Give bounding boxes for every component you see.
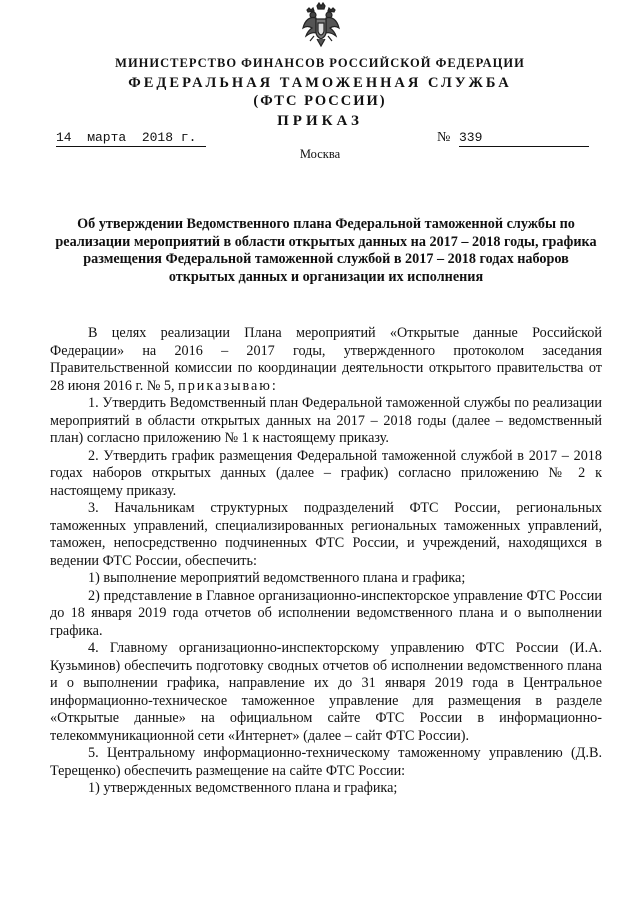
clause-5-item-1: 1) утвержденных ведомственного плана и графика; <box>88 780 398 796</box>
clause-5: 5. Центральному информационно-техническому таможенному управлению (Д.В. Терещенко) обеспечить размещение на сайте ФТС России: <box>50 745 602 779</box>
document-type-title: ПРИКАЗ <box>277 113 363 129</box>
clause-3-item-2: 2) представление в Главное организационно-инспекторское управление ФТС России до 18 января 2019 года отчетов об исполнении ведомственного плана и о выполнении графика. <box>50 587 602 639</box>
preamble-paragraph <box>50 325 602 395</box>
clause-3-item-1: 1) выполнение мероприятий ведомственного плана и графика; <box>88 570 466 586</box>
order-subject: Об утверждении Ведомственного плана Федеральной таможенной службы по реализации мероприятий в области открытых данных на 2017 – 2018 годы, графика размещения Федеральной таможенной службой в 2017 – 2018 годах наборов открытых данных и организации их исполнения <box>55 216 597 285</box>
service-abbreviation: (ФТС РОССИИ) <box>253 93 387 109</box>
clause-1: 1. Утвердить Ведомственный план Федеральной таможенной службы по реализации мероприятий в области открытых данных на 2017 – 2018 годы (далее – ведомственный план) согласно приложению № 1 к настоящему приказу. <box>50 395 602 446</box>
russian-coat-of-arms-icon <box>300 2 342 48</box>
order-number-sign: № <box>437 130 451 145</box>
clause-4: 4. Главному организационно-инспекторскому управлению ФТС России (И.А. Кузьминов) обеспечить подготовку сводных отчетов об исполнении ведомственного плана и о выполнении графика, направление их до 31 января 2019 года в Центральное информационно-техническое таможенное управление для размещения в разделе «Открытые данные» на официальном сайте ФТС России в информационно-телекоммуникационной сети «Интернет» (далее – сайт ФТС России). <box>50 640 602 744</box>
service-name: ФЕДЕРАЛЬНАЯ ТАМОЖЕННАЯ СЛУЖБА <box>128 75 512 91</box>
preamble-text: В целях реализации Плана мероприятий «Открытые данные Российской Федерации» на 2016 – 2017 годы, утвержденного протоколом заседания Правительственной комиссии по координации деятельности открытого правительства от 28 июня 2016 г. № 5, <box>50 325 602 394</box>
order-directive: приказываю: <box>178 377 278 394</box>
order-number: 339 <box>459 130 589 147</box>
clause-2: 2. Утвердить график размещения Федеральной таможенной службой в 2017 – 2018 годах наборов открытых данных (далее – график) согласно приложению № 2 к настоящему приказу. <box>50 447 602 499</box>
issue-city: Москва <box>299 147 341 161</box>
order-body <box>50 325 602 798</box>
ministry-name: МИНИСТЕРСТВО ФИНАНСОВ РОССИЙСКОЙ ФЕДЕРАЦИИ <box>115 56 525 70</box>
order-date: 14 марта 2018 г. <box>56 130 206 147</box>
clause-3: 3. Начальникам структурных подразделений ФТС России, региональных таможенных управлений, специализированных региональных таможенных управлений, таможен, непосредственно подчиненных ФТС России, и учреждений, находящихся в ведении ФТС России, обеспечить: <box>50 500 602 569</box>
